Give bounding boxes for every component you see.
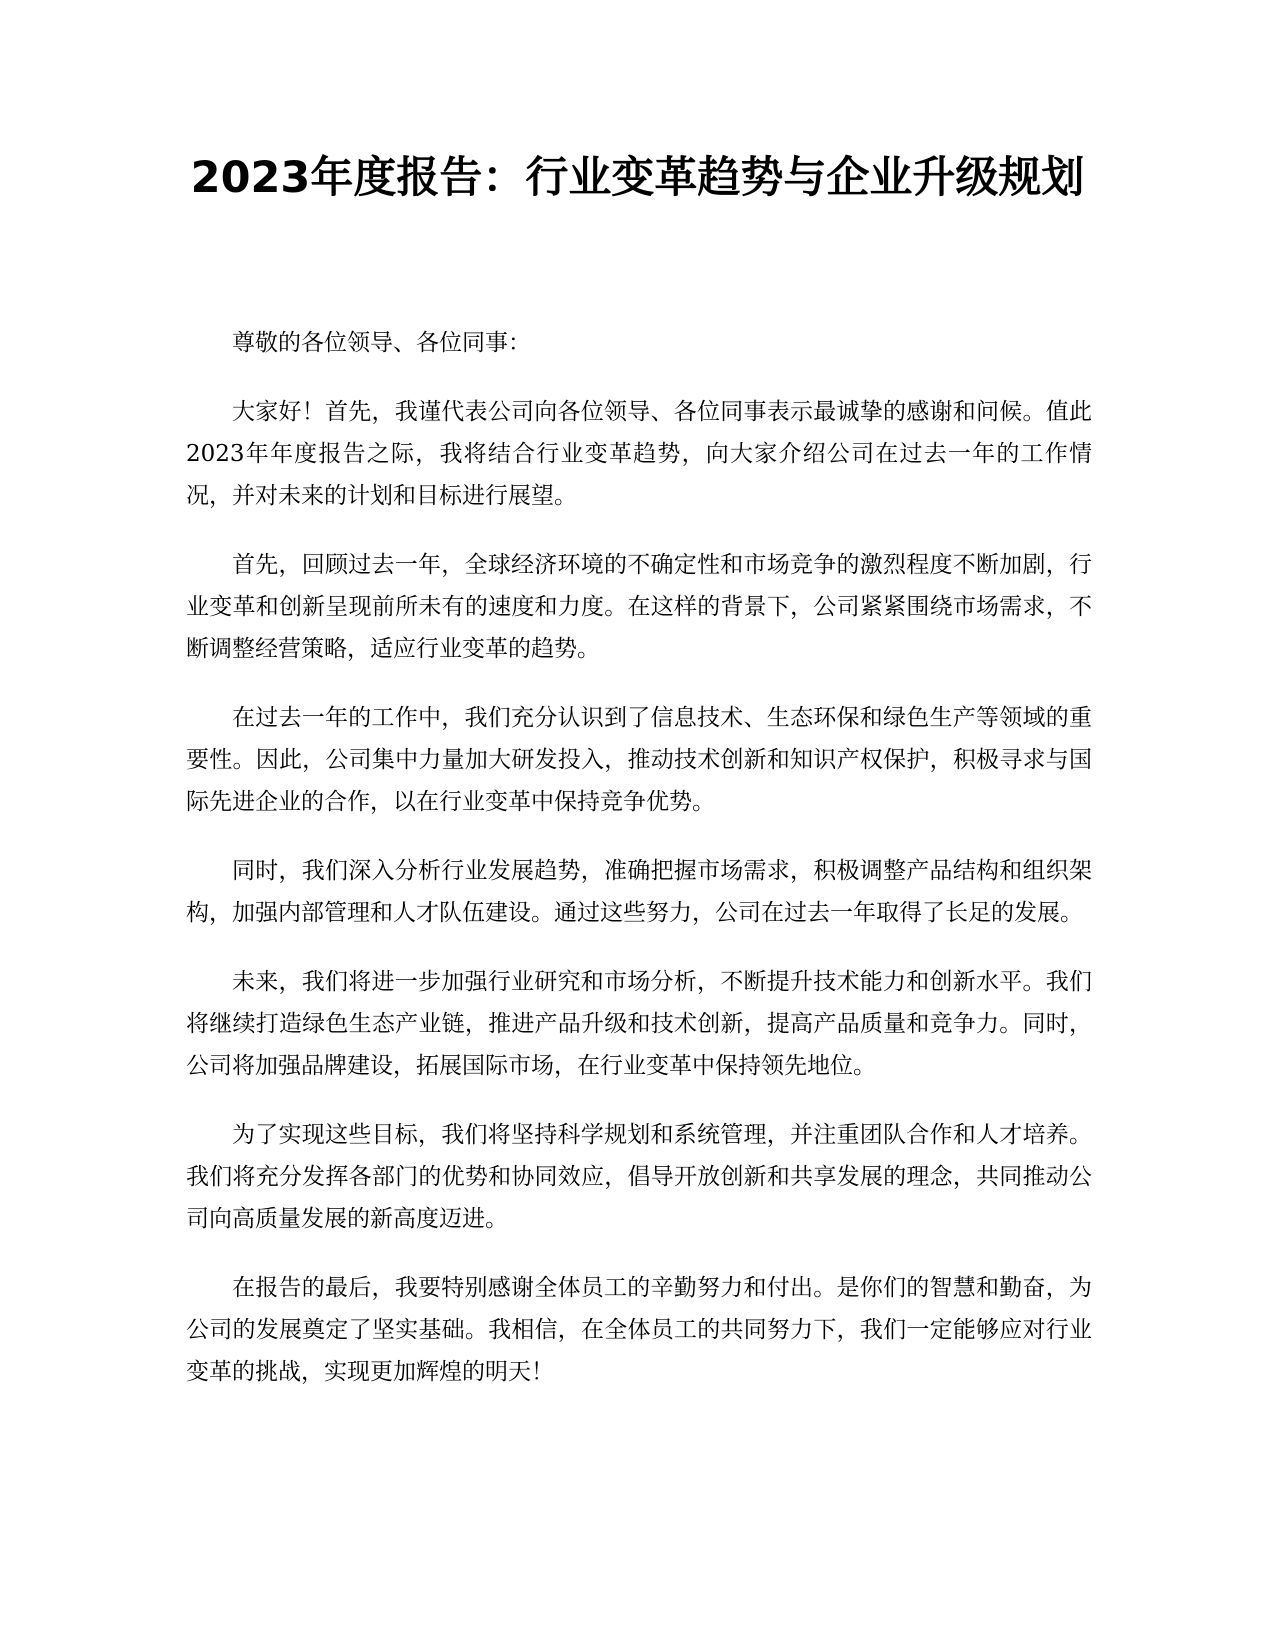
body-paragraph: 在过去一年的工作中，我们充分认识到了信息技术、生态环保和绿色生产等领域的重要性。因此，公司集中力量加大研发投入，推动技术创新和知识产权保护，积极寻求与国际先进企业的合作，以在行业变革中保持竞争优势。 xyxy=(186,705,1092,815)
document-body xyxy=(186,322,1092,1420)
document-title: 2023年度报告：行业变革趋势与企业升级规划 xyxy=(190,153,1085,203)
body-paragraph: 未来，我们将进一步加强行业研究和市场分析，不断提升技术能力和创新水平。我们将继续打造绿色生态产业链，推进产品升级和技术创新，提高产品质量和竞争力。同时，公司将加强品牌建设，拓展国际市场，在行业变革中保持领先地位。 xyxy=(186,969,1092,1079)
greeting-paragraph: 尊敬的各位领导、各位同事： xyxy=(232,330,531,356)
body-paragraph: 大家好！首先，我谨代表公司向各位领导、各位同事表示最诚挚的感谢和问候。值此2023年年度报告之际，我将结合行业变革趋势，向大家介绍公司在过去一年的工作情况，并对未来的计划和目标进行展望。 xyxy=(186,399,1092,509)
body-paragraph: 同时，我们深入分析行业发展趋势，准确把握市场需求，积极调整产品结构和组织架构，加强内部管理和人才队伍建设。通过这些努力，公司在过去一年取得了长足的发展。 xyxy=(186,858,1092,926)
body-paragraph: 为了实现这些目标，我们将坚持科学规划和系统管理，并注重团队合作和人才培养。我们将充分发挥各部门的优势和协同效应，倡导开放创新和共享发展的理念，共同推动公司向高质量发展的新高度迈进。 xyxy=(186,1122,1092,1232)
body-paragraph: 首先，回顾过去一年，全球经济环境的不确定性和市场竞争的激烈程度不断加剧，行业变革和创新呈现前所未有的速度和力度。在这样的背景下，公司紧紧围绕市场需求，不断调整经营策略，适应行业变革的趋势。 xyxy=(186,552,1092,662)
body-paragraph: 在报告的最后，我要特别感谢全体员工的辛勤努力和付出。是你们的智慧和勤奋，为公司的发展奠定了坚实基础。我相信，在全体员工的共同努力下，我们一定能够应对行业变革的挑战，实现更加辉煌的明天！ xyxy=(186,1275,1092,1385)
